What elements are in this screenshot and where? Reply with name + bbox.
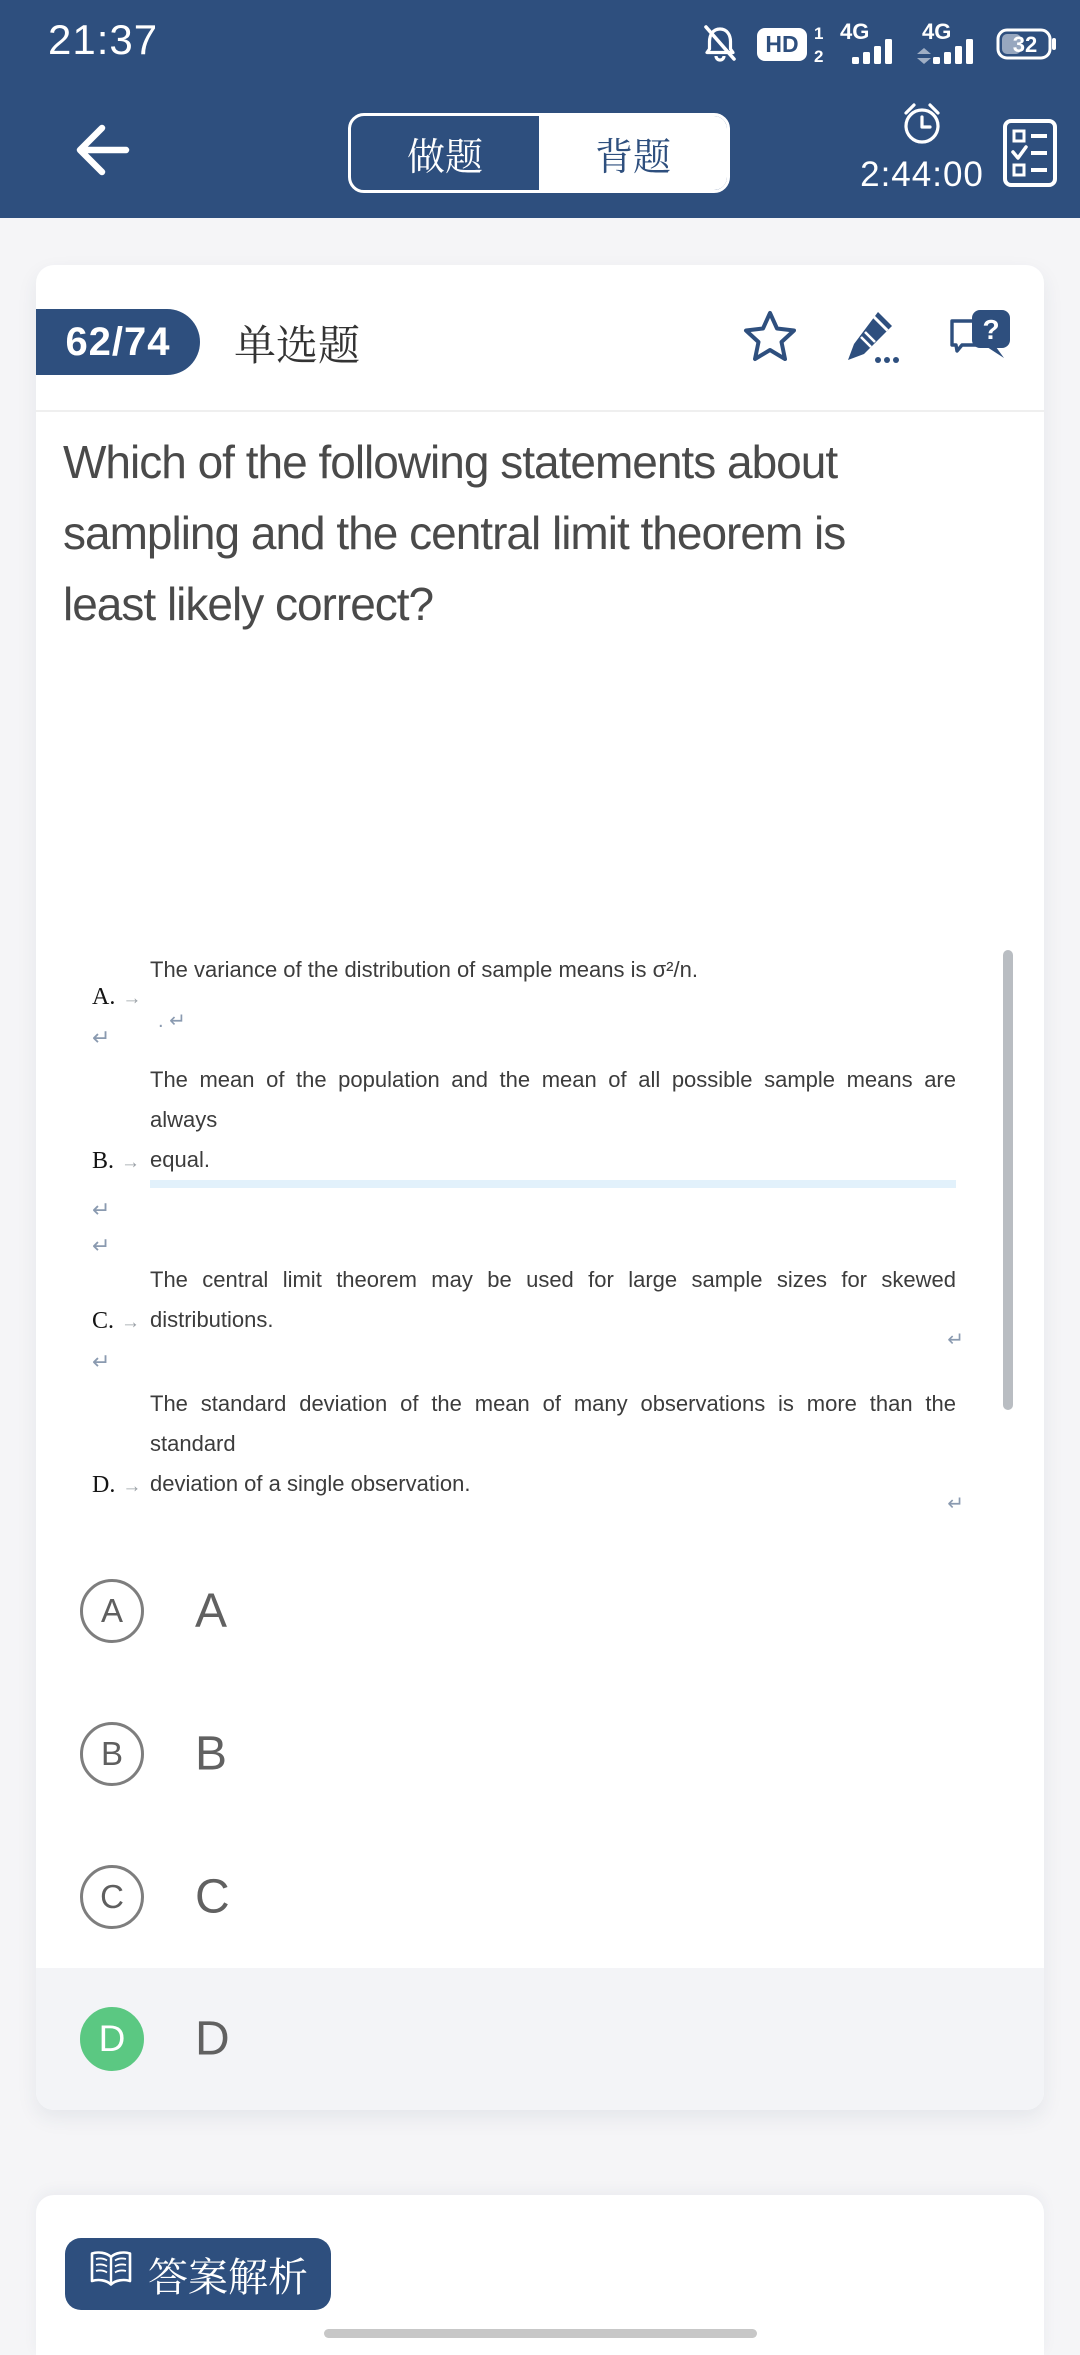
answer-sheet-icon[interactable] (1002, 118, 1058, 188)
answer-analysis-button[interactable] (65, 2238, 331, 2310)
note-pencil-icon[interactable] (840, 307, 902, 370)
return-mark: ↵ (947, 1493, 964, 1515)
signal-4g-data-icon (916, 21, 980, 67)
tab-mark: → (122, 1476, 142, 1497)
ask-question-icon[interactable] (944, 307, 1014, 370)
option-d-label: D. (92, 1472, 116, 1498)
top-bar (0, 0, 1080, 218)
tab-mark: → (122, 988, 142, 1009)
choice-row-c[interactable] (36, 1825, 1044, 1968)
choice-d-label: D (195, 2012, 230, 2066)
tab-mark: → (121, 1152, 141, 1173)
timer (852, 98, 992, 195)
options-scrollbar[interactable] (1003, 950, 1013, 1410)
choice-b-label: B (195, 1727, 228, 1780)
back-button[interactable] (58, 108, 142, 192)
choice-b-radio[interactable]: B (80, 1722, 144, 1786)
status-icons (700, 18, 1058, 70)
tab-practice[interactable]: 做题 (406, 136, 483, 179)
svg-text:32: 32 (1012, 32, 1038, 57)
option-b-label: B. (92, 1148, 115, 1174)
open-book-icon (88, 2248, 134, 2300)
tab-recite[interactable]: 背题 (539, 116, 727, 190)
choice-d-radio[interactable]: D (80, 2007, 144, 2071)
option-b: B. → The mean of the population and the mean of all possible sample means are always equal. (92, 1060, 956, 1180)
svg-text:?: ? (982, 314, 1000, 345)
svg-text:2: 2 (814, 47, 824, 66)
choice-a-radio[interactable]: A (80, 1579, 144, 1643)
svg-text:1: 1 (814, 24, 824, 43)
return-mark: ↵ (92, 1197, 111, 1222)
choice-row-a[interactable] (36, 1539, 1044, 1682)
battery-icon (996, 22, 1058, 66)
selection-highlight (150, 1180, 956, 1188)
option-d-text: The standard deviation of the mean of many observations is more than the standard (150, 1391, 956, 1456)
tab-mark: → (121, 1312, 141, 1333)
hd-volte-icon (756, 22, 824, 66)
choice-row-b[interactable] (36, 1682, 1044, 1825)
option-a (92, 950, 956, 1032)
choice-a-label: A (195, 1584, 228, 1637)
choice-list (36, 1539, 1044, 2110)
svg-text:HD: HD (765, 31, 799, 57)
mute-bell-icon (700, 22, 740, 66)
star-favorite-icon[interactable] (742, 308, 798, 369)
option-d: D. → The standard deviation of the mean of many observations is more than the standard deviation of a single observation. ↵ (92, 1384, 956, 1504)
alarm-clock-icon (897, 135, 947, 152)
svg-text:4G: 4G (840, 21, 870, 44)
return-mark: ↵ (92, 1025, 111, 1050)
svg-text:4G: 4G (922, 21, 952, 44)
option-a-text: The variance of the distribution of sample means is σ²/n. (150, 957, 698, 982)
option-b-text: The mean of the population and the mean of all possible sample means are always (150, 1067, 956, 1132)
return-mark: ↵ (92, 1233, 111, 1258)
choice-c-label: C (195, 1870, 230, 1923)
option-c-text: The central limit theorem may be used for large sample sizes for skewed (150, 1267, 956, 1292)
mode-segmented-control (348, 113, 730, 193)
signal-4g-icon (840, 21, 900, 67)
timer-value: 2:44:00 (860, 155, 984, 194)
choice-row-d-selected[interactable] (36, 1968, 1044, 2110)
question-card (36, 265, 1044, 2110)
return-mark: ↵ (92, 1349, 111, 1374)
question-text: Which of the following statements about sampling and the central limit theorem is least likely correct? (63, 436, 846, 630)
choice-c-radio[interactable]: C (80, 1865, 144, 1929)
status-time: 21:37 (48, 16, 159, 63)
options-document[interactable] (92, 950, 964, 1515)
progress-badge: 62/74 (36, 309, 200, 375)
bottom-drag-handle[interactable] (324, 2329, 757, 2338)
option-c-label: C. (92, 1308, 115, 1334)
option-c: C. → The central limit theorem may be used for large sample sizes for skewed distributions. ↵ (92, 1260, 956, 1340)
question-type-label: 单选题 (234, 322, 361, 369)
option-a-label: A. (92, 984, 116, 1010)
return-mark: . ↵ (158, 1010, 186, 1032)
card-header (36, 265, 1044, 412)
answer-analysis-label: 答案解析 (148, 2255, 308, 2300)
return-mark: ↵ (947, 1329, 964, 1351)
